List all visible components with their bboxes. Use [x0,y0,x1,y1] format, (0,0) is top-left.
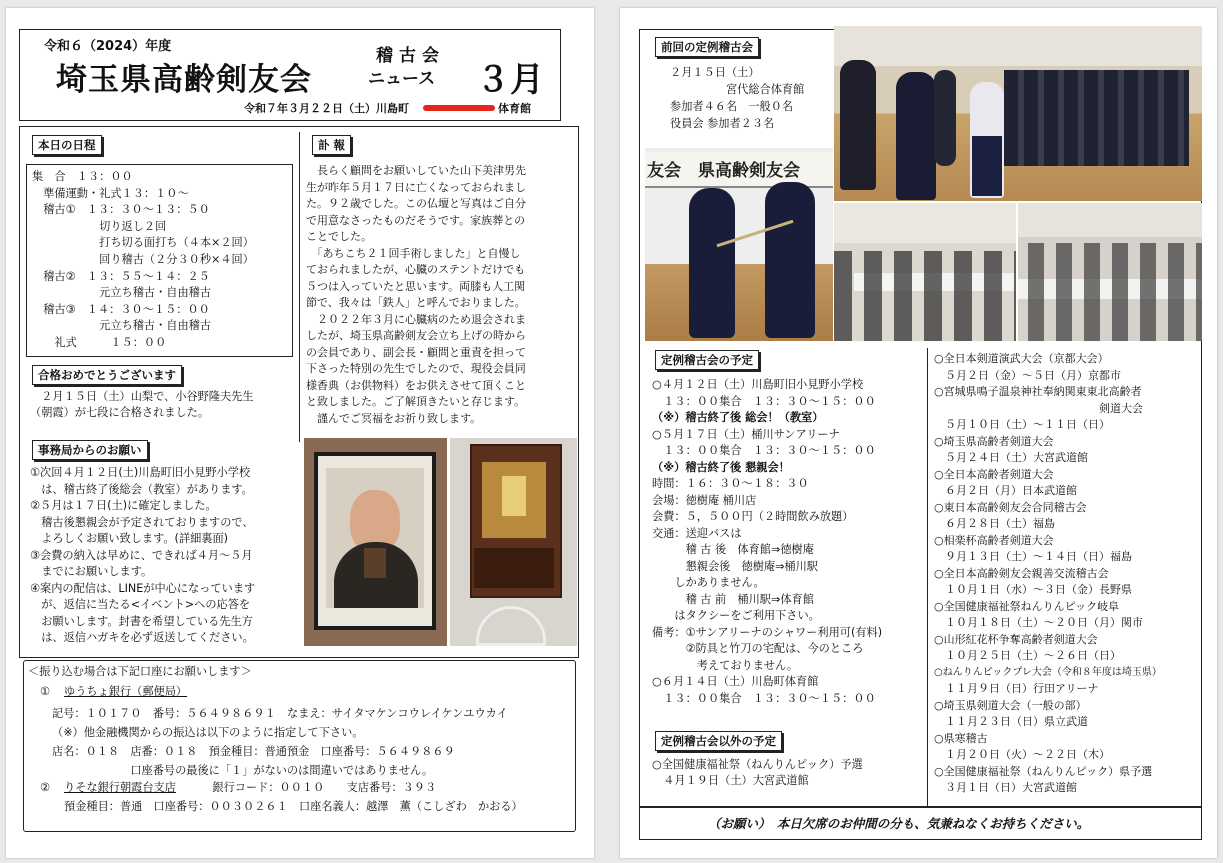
obituary-line: た。９２歳でした。この仏壇と写真はご自分 [306,197,526,210]
bank1-details [52,704,508,780]
year-label: 令和６（2024）年度 [44,39,172,54]
regular-line: 稽 古 後 体育館⇒徳樹庵 [652,543,814,556]
lineup-row [1004,70,1189,166]
event-line: ５月２４日（土）大宮武道館 [934,451,1088,464]
meeting-2-people [1028,243,1202,341]
previous-line: 参加者４６名 一般０名 [670,100,794,113]
footer-notice: （お願い） 本日欠席のお仲間の分も、気兼ねなくお持ちください。 [708,816,1090,831]
meeting-1-people [834,251,1016,341]
regular-line: ②防具と竹刀の宅配は、今のところ [652,642,864,655]
bank2-account-line: 預金種目：普通 口座番号：００３０２６１ 口座名義人：越澤 薫（こしざわ かおる） [64,800,523,813]
date-line-end: 体育館 [498,102,531,115]
meeting-photo-2 [1018,203,1202,341]
regular-line: ○５月１７日（土）桶川サンアリーナ [652,427,840,441]
bank-intro: ＜振り込む場合は下記口座にお願いします＞ [28,665,252,678]
event-line: ○東日本高齢剣友会合同稽古会 [934,500,1087,514]
regular-line: ○６月１４日（土）川島町体育館 [652,675,819,688]
event-line: １１月２３日（日）県立武道 [934,715,1088,728]
lineup-person-2 [896,72,936,200]
obituary-line: 長らく顧問をお願いしていた山下美津男先 [306,164,526,177]
previous-line: ２月１５日（土） [670,66,760,79]
meeting-photo-1 [834,203,1016,341]
event-line: ○全日本剣道演武大会（京都大会） [934,352,1109,365]
office-line: ③会費の納入は早めに、できれば４月～５月 [30,548,253,562]
office-line: ②５月は１７日(土)に確定しました。 [30,499,217,512]
news-bottom-label: ニュース [368,69,436,89]
obituary-line: ことでした。 [306,230,372,243]
event-line: １０月１８日（土）～２０日（月）関市 [934,616,1143,629]
regular-line: 稽 古 前 桶川駅⇒体育館 [652,592,814,606]
regular-line: ○４月１２日（土）川島町旧小見野小学校 [652,378,864,391]
obituary-line: の会員であり、副会長・顧問と重責を担って [306,345,526,359]
butsudan-photo [450,438,577,646]
event-line: ○全国健康福祉祭ねんりんピック岐阜 [934,599,1120,613]
sparring-player-left [689,188,735,338]
bank1-line: 店名：０１８ 店番：０１８ 預金種目：普通預金 口座番号：５６４９８６９ [52,745,455,758]
regular-line: 会費：５，５００円（２時間飲み放題） [652,510,854,523]
lineup-person-3 [934,70,956,166]
event-line: ○全日本高齢者剣道大会 [934,467,1054,481]
schedule-line: 稽古③ １４：３０～１５：００ [32,302,210,316]
obituary-line: と致しました。ご了解頂きたいと存じます。 [306,395,526,408]
bank1-line: （※）他金融機関からの振込は以下のように指定して下さい。 [52,726,364,739]
other-schedule-label: 定例稽古会以外の予定 [655,731,782,751]
event-line: ５月１０日（土）～１１日（日） [934,418,1110,431]
bank2-name: りそな銀行朝霞台支店 [64,781,176,794]
office-line: ④案内の配信は、LINEが中心になっています [30,581,256,595]
other-schedule-list [652,757,863,790]
banner-text: 友会 県高齢剣友会 [647,161,800,181]
office-line: は、稽古終了後総会（教室）があります。 [30,482,253,496]
butsudan-base [474,548,554,588]
other-line: ４月１９日（土）大宮武道館 [652,774,809,788]
schedule-line: 打ち切る面打ち（４本×２回） [32,236,254,250]
event-line: ９月１３日（土）～１４日（日）福島 [934,550,1132,563]
schedule-line: 稽古① １３：３０～１３：５０ [32,203,210,217]
office-line: が、返信に当たる<イベント>への応答を [30,598,251,611]
month-label: ３月 [476,60,544,100]
schedule-line: 準備運動・礼式１３：１０～ [32,186,189,200]
meeting-2-wall [1018,203,1202,237]
congrats-line: （朝霞）が七段に合格されました。 [30,406,210,420]
obituary-line: 下さった特別の先生でしたので、現役会員同 [306,362,526,375]
chair [476,606,546,646]
office-label: 事務局からのお願い [32,440,148,460]
obituary-line: ２０２２年３月に心臓病のため退会されま [306,312,526,326]
other-line: ○全国健康福祉祭（ねんりんピック）予選 [652,758,863,771]
schedule-line: 稽古② １３：５５～１４：２５ [32,269,210,283]
event-line: ○宮城県鳴子温泉神社奉納関東東北高齢者 [934,385,1142,398]
bank2-number: ② [40,781,51,794]
event-line: 剣道大会 [934,401,1143,415]
obituary-line: 生が昨年５月１７日に亡くなっておられまし [306,180,526,194]
column-divider [299,132,300,442]
previous-line: 宮代総合体育館 [670,83,805,96]
redaction-mark [423,105,495,111]
event-line: ３月１日（日）大宮武道館 [934,781,1077,794]
obituary-line: 「あちこち２１回手術しました」と自慢し [306,246,521,260]
event-line: ○全日本高齢剣友会親善交流稽古会 [934,566,1109,580]
regular-schedule-list [652,377,882,707]
event-line: ○ねんりんピックプレ大会（令和８年度は埼玉県） [934,666,1162,678]
regular-line: 時間：１６：３０～１８：３０ [652,477,809,490]
obituary-line: 節で、我々は「鉄人」と呼んでおりました。 [306,296,526,309]
footer-line-top [639,806,1202,808]
regular-line: 会場：徳樹庵 桶川店 [652,493,757,507]
previous-practice-label: 前回の定例稽古会 [655,37,759,57]
obituary-line: ておられましたが、心臓のステントだけでも [306,263,526,276]
kendo-lineup-photo [834,26,1202,201]
meeting-1-wall [834,203,1016,243]
obituary-line: したが、埼玉県高齢剣友会立ち上げの時から [306,329,526,342]
event-line: ○全国健康福祉祭（ねんりんピック）県予選 [934,764,1153,778]
regular-line: 備考：①サンアリーナのシャワー利用可(有料) [652,625,883,639]
news-top-label: 稽古会 [376,46,445,66]
event-line: １月２０日（火）～２２日（木） [934,748,1110,761]
events-list [934,351,1162,797]
kendo-sparring-photo [645,148,833,341]
office-line: は、返信ハガキを必ず返送してください。 [30,631,254,644]
regular-line: 懇親会後 徳樹庵⇒桶川駅 [652,559,818,573]
congrats-text [30,389,254,422]
right-column-divider [927,348,928,806]
sparring-player-right [765,182,815,338]
event-line: １０月２５日（土）～２６日（日） [934,649,1121,662]
event-line: ○県寒稽古 [934,731,988,745]
regular-line: しかありません。 [652,576,765,589]
event-line: ○相楽杯高齢者剣道大会 [934,533,1054,547]
schedule-line: 集 合 １３：００ [32,170,133,183]
previous-practice-text [670,64,804,132]
event-line: ６月２日（月）日本武道館 [934,484,1077,497]
lineup-wall [834,26,1202,66]
event-line: ５月２日（金）～５日（月）京都市 [934,368,1121,382]
schedule-line: 元立ち稽古・自由稽古 [32,319,212,333]
office-line: お願いします。封書を希望している先生方 [30,614,253,628]
lineup-person-1 [840,60,876,190]
obituary-line: ５つは入っていたと思います。両膝も人工関 [306,279,526,293]
regular-schedule-label: 定例稽古会の予定 [655,350,759,370]
lineup-person-4-hakama [972,136,1002,196]
event-line: １０月１日（水）～３日（金）長野県 [934,583,1132,596]
event-line: １１月９日（日）行田アリーナ [934,682,1099,695]
previous-line: 役員会 参加者２３名 [670,117,775,130]
office-line: よろしくお願い致します。(詳細裏面) [30,532,229,545]
obituary-text [306,163,526,427]
regular-line: １３：００集合 １３：３０～１５：００ [652,394,876,408]
schedule-line: 元立ち稽古・自由稽古 [32,286,212,300]
butsudan-altar-light [502,476,526,516]
regular-line: 考えておりません。 [652,658,799,672]
office-text [30,465,255,647]
page-right [620,8,1217,858]
schedule-list [32,169,254,352]
page-left [6,8,594,858]
regular-line: １３：００集合 １３：３０～１５：００ [652,691,876,705]
schedule-line: 回り稽古（２分３０秒×４回） [32,252,254,266]
bank1-line: 記号：１０１７０ 番号：５６４９８６９１ なまえ：サイタマケンコウレイケンユウカイ [52,707,508,720]
bank2-code-line: 銀行コード：００１０ 支店番号：３９３ [190,781,437,794]
portrait-collar [364,548,386,578]
office-line: までにお願いします。 [30,565,153,578]
event-line: ○山形紅花杯争奪高齢者剣道大会 [934,632,1098,646]
obituary-label: 訃 報 [312,135,351,155]
obituary-line: 謹んでご冥福をお祈り致します。 [306,411,482,425]
schedule-label: 本日の日程 [32,135,102,155]
office-line: ①次回４月１２日(土)川島町旧小見野小学校 [30,466,251,479]
office-line: 稽古後懇親会が予定されておりますので、 [30,515,254,529]
congrats-label: 合格おめでとうございます [32,365,182,385]
event-line: ○埼玉県剣道大会（一般の部） [934,698,1087,712]
date-line: 令和７年３月２２日（土）川島町 [244,102,409,115]
regular-line: １３：００集合 １３：３０～１５：００ [652,444,876,457]
event-line: ６月２８日（土）福島 [934,517,1055,530]
obituary-line: 様香典（お供物料）をお供えさせて頂くこと [306,378,526,392]
event-line: ○埼玉県高齢者剣道大会 [934,434,1054,448]
regular-line: （※）稽古終了後 懇親会！ [652,460,790,474]
regular-line: 交通：送迎バスは [652,526,742,540]
bank1-number: ① [40,685,51,698]
bank1-line: 口座番号の最後に「１」がないのは間違いではありません。 [52,764,434,777]
newsletter-title: 埼玉県高齢剣友会 [56,62,312,98]
schedule-line: 礼式 １５：００ [32,335,167,349]
regular-line: （※）稽古終了後 総会！（教室） [652,411,824,424]
obituary-line: で用意なさったものだそうです。家族葬との [306,213,526,227]
bank1-name: ゆうちょ銀行（郵便局） [64,685,188,698]
schedule-line: 切り返し２回 [32,219,167,233]
memorial-portrait-photo [304,438,447,646]
regular-line: はタクシーをご利用下さい。 [652,609,820,622]
congrats-line: ２月１５日（土）山梨で、小谷野隆夫先生 [30,390,254,403]
